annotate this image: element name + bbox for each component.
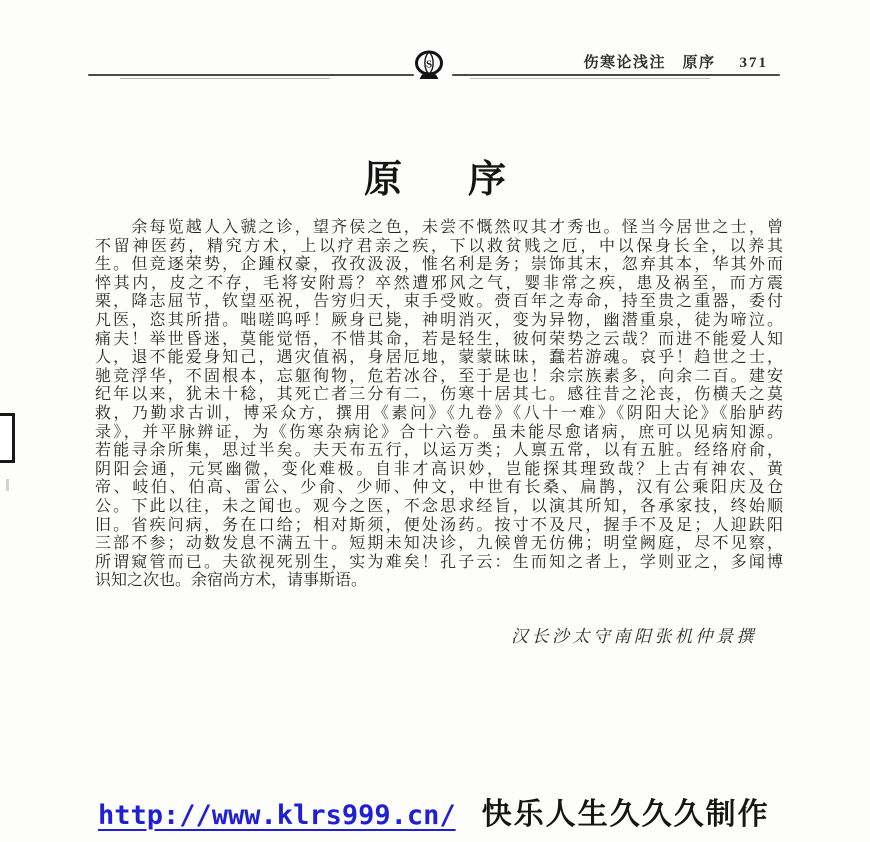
body-text-line: 纪年以来，犹未十稔，其死亡者三分有二，伤寒十居其七。感往昔之沦丧，伤横夭之莫 <box>95 386 783 404</box>
running-title: 伤寒论浅注 原序 <box>583 55 716 71</box>
body-text-line: 帝、岐伯、伯高、雷公、少俞、少师、仲文，中世有长桑、扁鹊，汉有公乘阳庆及仓 <box>95 479 783 497</box>
header-rule-echo-right <box>470 78 710 79</box>
body-text-line: 识知之次也。余宿尚方术，请事斯语。 <box>95 572 368 590</box>
header-rule-right <box>452 74 780 76</box>
body-text-line: 不留神医药，精究方术，上以疗君亲之疾，下以救贫贱之厄，中以保身长全，以养其 <box>95 237 783 255</box>
website-link[interactable]: http://www.klrs999.cn/ <box>98 800 456 831</box>
body-text-line: 阴阳会通，元冥幽微，变化难极。自非才高识妙，岂能探其理致哉？上古有神农、黄 <box>95 460 783 478</box>
chapter-title-char-right: 序 <box>468 159 507 201</box>
body-text-line: 栗，降志屈节，钦望巫祝，告穷归天，束手受败。赍百年之寿命，持至贵之重器，委付 <box>95 293 783 311</box>
body-text-line: 驰竞浮华，不固根本，忘躯徇物，危若冰谷，至于是也！余宗族素多，向余二百。建安 <box>95 367 783 385</box>
page-number: 371 <box>739 55 768 71</box>
scan-artifact-box <box>0 413 15 463</box>
watermark-caption: 快乐人生久久久制作 <box>481 798 770 831</box>
header-rule-echo-left <box>120 78 330 79</box>
preface-body-text <box>95 219 783 591</box>
body-text-line: 若能寻余所集，思过半矣。夫天布五行，以运万类；人禀五常，以有五脏。经络府俞， <box>95 442 783 460</box>
body-text-line: 人，退不能爱身知己，遇灾值祸，身居厄地，蒙蒙昧昧，蠢若游魂。哀乎！趋世之士， <box>95 349 783 367</box>
body-text-line: 三部不参；动数发息不满五十。短期未知决诊，九候曾无仿佛；明堂阙庭，尽不见察， <box>95 535 783 553</box>
scan-artifact-dash <box>6 479 9 491</box>
publisher-emblem-icon <box>412 48 446 84</box>
body-text-line: 录》，并平脉辨证，为《伤寒杂病论》合十六卷。虽未能尽愈诸病，庶可以见病知源。 <box>95 423 783 441</box>
footer-watermark <box>98 789 770 833</box>
body-text-line: 救，乃勤求古训，博采众方，撰用《素问》《九卷》《八十一难》《阴阳大论》《胎胪药 <box>95 404 783 422</box>
body-text-line: 生。但竞逐荣势，企踵权豪，孜孜汲汲，惟名利是务；崇饰其末，忽弃其本，华其外而 <box>95 256 783 274</box>
body-text-line: 旧。省疾问病，务在口给；相对斯须，便处汤药。按寸不及尺，握手不及足；人迎趺阳 <box>95 516 783 534</box>
running-header <box>583 51 768 72</box>
body-text-line: 痛夫！举世昏迷，莫能觉悟，不惜其命，若是轻生，彼何荣势之云哉？而进不能爱人知 <box>95 330 783 348</box>
body-text-line: 所谓窥管而已。夫欲视死别生，实为难矣！孔子云：生而知之者上，学则亚之，多闻博 <box>95 553 783 571</box>
header-rule-left <box>88 74 414 76</box>
body-text-line: 凡医，恣其所措。咄嗟呜呼！厥身已毙，神明消灭，变为异物，幽潜重泉，徒为啼泣。 <box>95 311 783 329</box>
body-text-line: 余每览越人入虢之诊，望齐侯之色，未尝不慨然叹其才秀也。怪当今居世之士，曾 <box>95 219 783 236</box>
chapter-title-char-left: 原 <box>363 159 402 201</box>
svg-text:S: S <box>425 58 433 71</box>
chapter-title <box>0 148 870 203</box>
body-text-line: 公。下此以往，未之闻也。观今之医，不念思求经旨，以演其所知，各承家技，终始顺 <box>95 497 783 515</box>
body-text-line: 悴其内，皮之不存，毛将安附焉？卒然遭邪风之气，婴非常之疾，患及祸至，而方震 <box>95 274 783 292</box>
author-signature: 汉长沙太守南阳张机仲景撰 <box>511 627 757 646</box>
